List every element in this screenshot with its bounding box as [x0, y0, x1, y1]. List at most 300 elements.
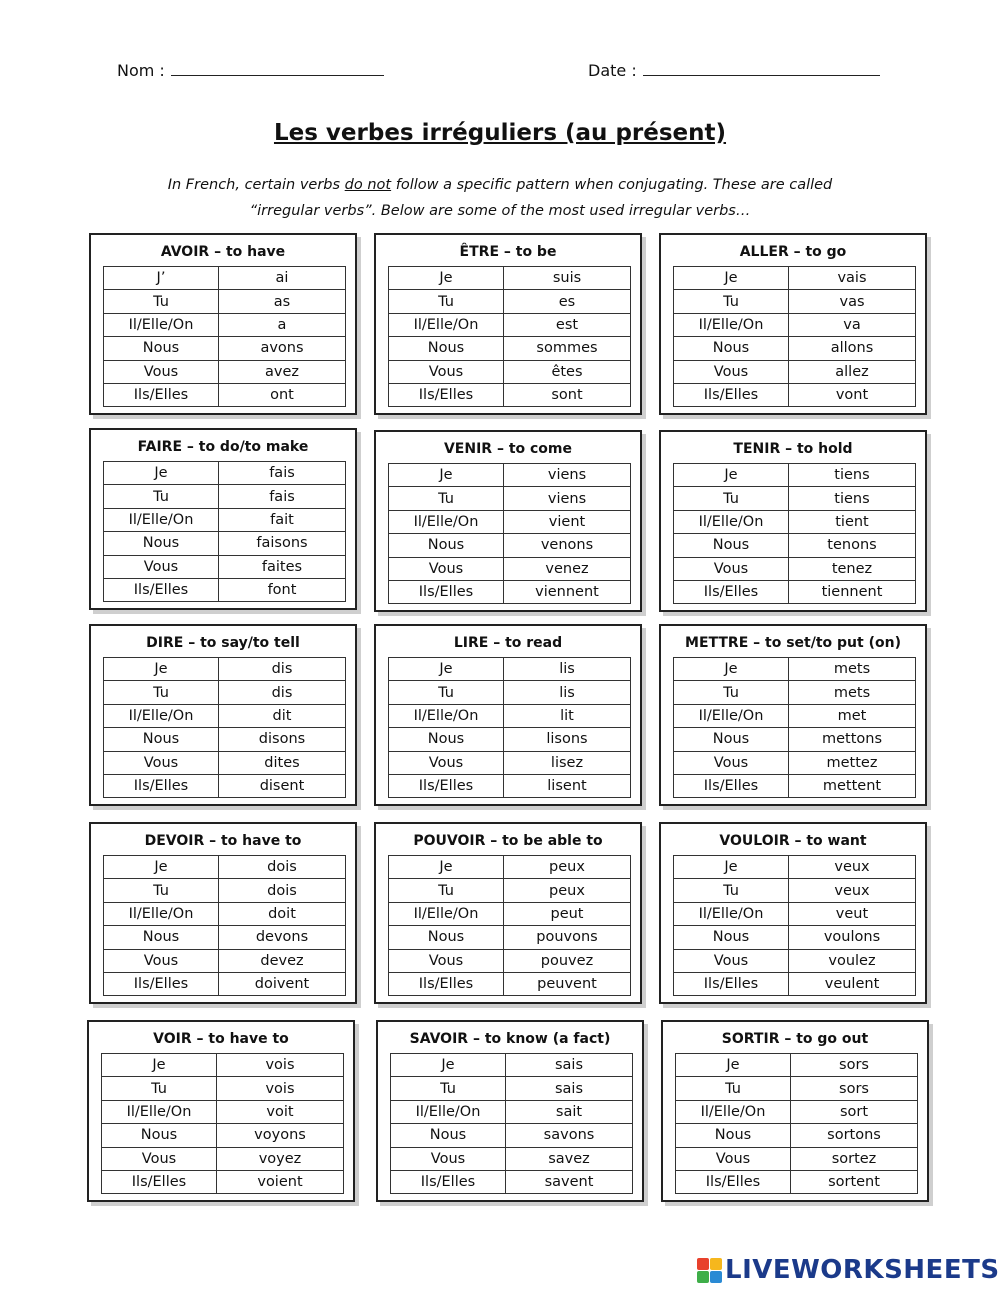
pronoun-cell: Il/Elle/On [104, 704, 219, 727]
pronoun-cell: Nous [389, 728, 504, 751]
conjugation-cell: devons [219, 926, 346, 949]
conjugation-table [103, 855, 346, 996]
table-row [104, 290, 346, 313]
conjugation-cell: voyons [217, 1124, 344, 1147]
table-row [389, 510, 631, 533]
pronoun-cell: Ils/Elles [389, 774, 504, 797]
verb-card-title: SAVOIR – to know (a fact) [409, 1031, 611, 1047]
conjugation-cell: avez [219, 360, 346, 383]
table-row [674, 728, 916, 751]
conjugation-table [673, 266, 916, 407]
logo-square-1 [697, 1258, 709, 1270]
pronoun-cell: Je [104, 658, 219, 681]
verb-card [659, 822, 927, 1004]
table-row [389, 464, 631, 487]
pronoun-cell: Je [674, 856, 789, 879]
pronoun-cell: Nous [104, 532, 219, 555]
pronoun-cell: Vous [104, 555, 219, 578]
conjugation-cell: doivent [219, 972, 346, 995]
conjugation-cell: lis [504, 681, 631, 704]
pronoun-cell: Ils/Elles [674, 580, 789, 603]
pronoun-cell: Ils/Elles [104, 383, 219, 406]
verb-card-title: FAIRE – to do/to make [137, 439, 309, 455]
pronoun-cell: Je [389, 267, 504, 290]
intro-paragraph [120, 172, 880, 224]
conjugation-cell: ont [219, 383, 346, 406]
pronoun-cell: Vous [104, 949, 219, 972]
conjugation-table [388, 266, 631, 407]
pronoun-cell: Vous [674, 751, 789, 774]
pronoun-cell: Il/Elle/On [391, 1100, 506, 1123]
conjugation-table [673, 463, 916, 604]
verb-card [376, 1020, 644, 1202]
pronoun-cell: Il/Elle/On [389, 902, 504, 925]
table-row [389, 313, 631, 336]
table-row [104, 383, 346, 406]
table-row [389, 774, 631, 797]
table-row [104, 879, 346, 902]
conjugation-cell: mettez [789, 751, 916, 774]
pronoun-cell: Tu [104, 681, 219, 704]
table-row [389, 383, 631, 406]
pronoun-cell: Il/Elle/On [102, 1100, 217, 1123]
pronoun-cell: Ils/Elles [674, 383, 789, 406]
table-row [104, 681, 346, 704]
conjugation-cell: tiens [789, 487, 916, 510]
name-blank-line[interactable] [171, 60, 384, 76]
table-row [674, 534, 916, 557]
verb-card-title: SORTIR – to go out [721, 1031, 869, 1047]
date-field [588, 60, 880, 80]
conjugation-cell: voient [217, 1170, 344, 1193]
conjugation-cell: mettons [789, 728, 916, 751]
table-row [676, 1124, 918, 1147]
pronoun-cell: Vous [389, 360, 504, 383]
pronoun-cell: Tu [389, 290, 504, 313]
conjugation-cell: viennent [504, 580, 631, 603]
pronoun-cell: Tu [674, 487, 789, 510]
verb-card [89, 428, 357, 610]
conjugation-table [103, 266, 346, 407]
conjugation-cell: allons [789, 337, 916, 360]
table-row [389, 879, 631, 902]
conjugation-cell: peut [504, 902, 631, 925]
pronoun-cell: Ils/Elles [674, 972, 789, 995]
pronoun-cell: Nous [391, 1124, 506, 1147]
table-row [389, 337, 631, 360]
conjugation-cell: veut [789, 902, 916, 925]
pronoun-cell: Je [104, 856, 219, 879]
logo-square-2 [710, 1258, 722, 1270]
conjugation-cell: dois [219, 856, 346, 879]
table-row [389, 949, 631, 972]
pronoun-cell: Tu [104, 879, 219, 902]
conjugation-cell: viens [504, 464, 631, 487]
logo-text: LIVEWORKSHEETS [725, 1255, 1000, 1285]
table-row [389, 580, 631, 603]
verb-card-title: METTRE – to set/to put (on) [685, 635, 901, 651]
conjugation-cell: sont [504, 383, 631, 406]
pronoun-cell: Je [104, 462, 219, 485]
pronoun-cell: Tu [104, 290, 219, 313]
verb-card [87, 1020, 355, 1202]
conjugation-cell: es [504, 290, 631, 313]
table-row [104, 658, 346, 681]
pronoun-cell: Vous [389, 949, 504, 972]
intro-text-2: follow a specific pattern when conjugating. These are called [391, 177, 833, 193]
pronoun-cell: Nous [674, 534, 789, 557]
table-row [102, 1077, 344, 1100]
pronoun-cell: Nous [674, 926, 789, 949]
intro-underlined: do not [344, 177, 392, 193]
pronoun-cell: Je [674, 658, 789, 681]
verb-card-title: VOIR – to have to [153, 1031, 289, 1047]
verb-card [374, 624, 642, 806]
pronoun-cell: Tu [389, 681, 504, 704]
table-row [391, 1170, 633, 1193]
table-row [674, 290, 916, 313]
conjugation-cell: tient [789, 510, 916, 533]
conjugation-cell: va [789, 313, 916, 336]
table-row [389, 751, 631, 774]
conjugation-cell: vas [789, 290, 916, 313]
conjugation-cell: lis [504, 658, 631, 681]
table-row [674, 949, 916, 972]
conjugation-cell: est [504, 313, 631, 336]
table-row [102, 1124, 344, 1147]
verb-card [659, 430, 927, 612]
pronoun-cell: Il/Elle/On [104, 902, 219, 925]
table-row [389, 290, 631, 313]
pronoun-cell: Nous [104, 728, 219, 751]
conjugation-cell: tiennent [789, 580, 916, 603]
table-row [676, 1147, 918, 1170]
pronoun-cell: Tu [674, 879, 789, 902]
conjugation-cell: sais [506, 1077, 633, 1100]
conjugation-cell: vient [504, 510, 631, 533]
table-row [674, 383, 916, 406]
conjugation-cell: vais [789, 267, 916, 290]
table-row [674, 337, 916, 360]
table-row [674, 487, 916, 510]
verb-card-title: POUVOIR – to be able to [413, 833, 603, 849]
table-row [389, 487, 631, 510]
conjugation-cell: sais [506, 1054, 633, 1077]
pronoun-cell: Tu [674, 681, 789, 704]
pronoun-cell: Ils/Elles [104, 578, 219, 601]
pronoun-cell: Nous [676, 1124, 791, 1147]
pronoun-cell: Tu [391, 1077, 506, 1100]
conjugation-cell: faisons [219, 532, 346, 555]
verb-card [89, 233, 357, 415]
pronoun-cell: Ils/Elles [104, 774, 219, 797]
conjugation-cell: savent [506, 1170, 633, 1193]
table-row [104, 267, 346, 290]
conjugation-cell: sort [791, 1100, 918, 1123]
conjugation-cell: sortent [791, 1170, 918, 1193]
conjugation-table [388, 463, 631, 604]
pronoun-cell: Il/Elle/On [674, 902, 789, 925]
table-row [674, 510, 916, 533]
date-label: Date : [588, 61, 637, 80]
page-title: Les verbes irréguliers (au présent) [273, 120, 727, 146]
conjugation-cell: suis [504, 267, 631, 290]
pronoun-cell: Ils/Elles [104, 972, 219, 995]
table-row [674, 267, 916, 290]
pronoun-cell: Tu [102, 1077, 217, 1100]
conjugation-table [388, 855, 631, 996]
table-row [389, 728, 631, 751]
conjugation-table [390, 1053, 633, 1194]
pronoun-cell: Vous [102, 1147, 217, 1170]
pronoun-cell: Nous [389, 926, 504, 949]
conjugation-cell: êtes [504, 360, 631, 383]
table-row [389, 926, 631, 949]
pronoun-cell: Il/Elle/On [674, 510, 789, 533]
table-row [389, 681, 631, 704]
conjugation-cell: dites [219, 751, 346, 774]
pronoun-cell: Vous [104, 751, 219, 774]
table-row [389, 972, 631, 995]
pronoun-cell: Nous [674, 728, 789, 751]
pronoun-cell: Je [674, 464, 789, 487]
conjugation-cell: fait [219, 508, 346, 531]
conjugation-cell: dois [219, 879, 346, 902]
table-row [104, 313, 346, 336]
pronoun-cell: Ils/Elles [389, 580, 504, 603]
table-row [104, 751, 346, 774]
conjugation-cell: savez [506, 1147, 633, 1170]
intro-text-3: “irregular verbs”. Below are some of the most used irregular verbs… [249, 203, 751, 219]
conjugation-cell: lisons [504, 728, 631, 751]
conjugation-cell: tenons [789, 534, 916, 557]
table-row [104, 728, 346, 751]
pronoun-cell: Je [391, 1054, 506, 1077]
pronoun-cell: Vous [674, 360, 789, 383]
conjugation-cell: vois [217, 1054, 344, 1077]
conjugation-cell: a [219, 313, 346, 336]
pronoun-cell: Ils/Elles [391, 1170, 506, 1193]
table-row [102, 1170, 344, 1193]
conjugation-table [673, 657, 916, 798]
date-blank-line[interactable] [643, 60, 880, 76]
conjugation-cell: venez [504, 557, 631, 580]
verb-card [374, 233, 642, 415]
table-row [104, 485, 346, 508]
conjugation-cell: voyez [217, 1147, 344, 1170]
table-row [674, 926, 916, 949]
conjugation-cell: vont [789, 383, 916, 406]
conjugation-cell: mets [789, 658, 916, 681]
conjugation-cell: pouvons [504, 926, 631, 949]
table-row [104, 856, 346, 879]
conjugation-cell: sors [791, 1054, 918, 1077]
pronoun-cell: Je [389, 856, 504, 879]
conjugation-cell: devez [219, 949, 346, 972]
pronoun-cell: Ils/Elles [102, 1170, 217, 1193]
table-row [676, 1170, 918, 1193]
verb-card-title: DEVOIR – to have to [144, 833, 302, 849]
conjugation-cell: tenez [789, 557, 916, 580]
table-row [389, 902, 631, 925]
pronoun-cell: Nous [674, 337, 789, 360]
pronoun-cell: Je [674, 267, 789, 290]
intro-text-1: In French, certain verbs [167, 177, 345, 193]
table-row [391, 1077, 633, 1100]
pronoun-cell: Il/Elle/On [674, 704, 789, 727]
table-row [104, 972, 346, 995]
conjugation-cell: viens [504, 487, 631, 510]
conjugation-cell: mets [789, 681, 916, 704]
pronoun-cell: Tu [389, 487, 504, 510]
verb-card-title: VENIR – to come [443, 441, 573, 457]
pronoun-cell: Ils/Elles [674, 774, 789, 797]
pronoun-cell: Vous [104, 360, 219, 383]
logo-icon [697, 1258, 722, 1283]
table-row [391, 1124, 633, 1147]
pronoun-cell: Tu [104, 485, 219, 508]
pronoun-cell: Ils/Elles [389, 383, 504, 406]
conjugation-cell: font [219, 578, 346, 601]
conjugation-cell: allez [789, 360, 916, 383]
conjugation-cell: sait [506, 1100, 633, 1123]
pronoun-cell: Ils/Elles [676, 1170, 791, 1193]
pronoun-cell: Il/Elle/On [389, 510, 504, 533]
table-row [104, 462, 346, 485]
table-row [674, 856, 916, 879]
table-row [674, 658, 916, 681]
conjugation-cell: pouvez [504, 949, 631, 972]
conjugation-cell: doit [219, 902, 346, 925]
conjugation-cell: faites [219, 555, 346, 578]
conjugation-cell: savons [506, 1124, 633, 1147]
verb-card-title: ALLER – to go [739, 244, 847, 260]
verb-card [374, 430, 642, 612]
conjugation-cell: met [789, 704, 916, 727]
conjugation-cell: peuvent [504, 972, 631, 995]
pronoun-cell: Ils/Elles [389, 972, 504, 995]
pronoun-cell: Nous [389, 337, 504, 360]
verb-card-title: DIRE – to say/to tell [146, 635, 300, 651]
conjugation-cell: lisent [504, 774, 631, 797]
verb-card [89, 624, 357, 806]
conjugation-cell: voulez [789, 949, 916, 972]
conjugation-cell: fais [219, 462, 346, 485]
table-row [389, 704, 631, 727]
verb-card [659, 624, 927, 806]
conjugation-cell: dis [219, 681, 346, 704]
table-row [104, 902, 346, 925]
table-row [389, 557, 631, 580]
table-row [104, 360, 346, 383]
pronoun-cell: Vous [674, 557, 789, 580]
conjugation-cell: ai [219, 267, 346, 290]
pronoun-cell: Tu [674, 290, 789, 313]
conjugation-cell: mettent [789, 774, 916, 797]
verb-card-title: VOULOIR – to want [719, 833, 867, 849]
conjugation-cell: vois [217, 1077, 344, 1100]
table-row [674, 557, 916, 580]
table-row [389, 534, 631, 557]
conjugation-cell: dit [219, 704, 346, 727]
verb-card [661, 1020, 929, 1202]
table-row [674, 751, 916, 774]
conjugation-table [675, 1053, 918, 1194]
pronoun-cell: Vous [389, 557, 504, 580]
conjugation-cell: disent [219, 774, 346, 797]
table-row [104, 508, 346, 531]
pronoun-cell: Tu [676, 1077, 791, 1100]
pronoun-cell: Vous [674, 949, 789, 972]
name-field [117, 60, 384, 80]
table-row [104, 949, 346, 972]
table-row [104, 578, 346, 601]
pronoun-cell: Je [676, 1054, 791, 1077]
conjugation-cell: peux [504, 856, 631, 879]
verb-card-title: LIRE – to read [453, 635, 563, 651]
table-row [389, 658, 631, 681]
conjugation-cell: voit [217, 1100, 344, 1123]
table-row [674, 704, 916, 727]
table-row [674, 580, 916, 603]
table-row [104, 337, 346, 360]
conjugation-cell: veux [789, 879, 916, 902]
table-row [674, 464, 916, 487]
conjugation-cell: sors [791, 1077, 918, 1100]
table-row [674, 360, 916, 383]
pronoun-cell: Il/Elle/On [676, 1100, 791, 1123]
conjugation-cell: veulent [789, 972, 916, 995]
pronoun-cell: Nous [389, 534, 504, 557]
conjugation-table [388, 657, 631, 798]
conjugation-table [103, 461, 346, 602]
verb-card [374, 822, 642, 1004]
conjugation-cell: peux [504, 879, 631, 902]
table-row [391, 1054, 633, 1077]
conjugation-cell: sommes [504, 337, 631, 360]
table-row [676, 1077, 918, 1100]
verb-card-title: ÊTRE – to be [459, 244, 557, 260]
pronoun-cell: Vous [391, 1147, 506, 1170]
conjugation-table [101, 1053, 344, 1194]
pronoun-cell: Je [389, 658, 504, 681]
liveworksheets-logo [697, 1253, 1000, 1287]
pronoun-cell: Vous [676, 1147, 791, 1170]
table-row [676, 1100, 918, 1123]
table-row [104, 532, 346, 555]
conjugation-cell: fais [219, 485, 346, 508]
logo-square-3 [697, 1271, 709, 1283]
pronoun-cell: Nous [104, 926, 219, 949]
table-row [674, 313, 916, 336]
name-label: Nom : [117, 61, 165, 80]
conjugation-cell: sortons [791, 1124, 918, 1147]
conjugation-cell: tiens [789, 464, 916, 487]
table-row [104, 555, 346, 578]
conjugation-cell: as [219, 290, 346, 313]
table-row [389, 360, 631, 383]
table-row [102, 1054, 344, 1077]
verb-card-title: TENIR – to hold [733, 441, 853, 457]
table-row [389, 267, 631, 290]
table-row [102, 1147, 344, 1170]
pronoun-cell: Je [102, 1054, 217, 1077]
conjugation-cell: sortez [791, 1147, 918, 1170]
pronoun-cell: Nous [102, 1124, 217, 1147]
conjugation-cell: avons [219, 337, 346, 360]
table-row [674, 902, 916, 925]
conjugation-table [673, 855, 916, 996]
